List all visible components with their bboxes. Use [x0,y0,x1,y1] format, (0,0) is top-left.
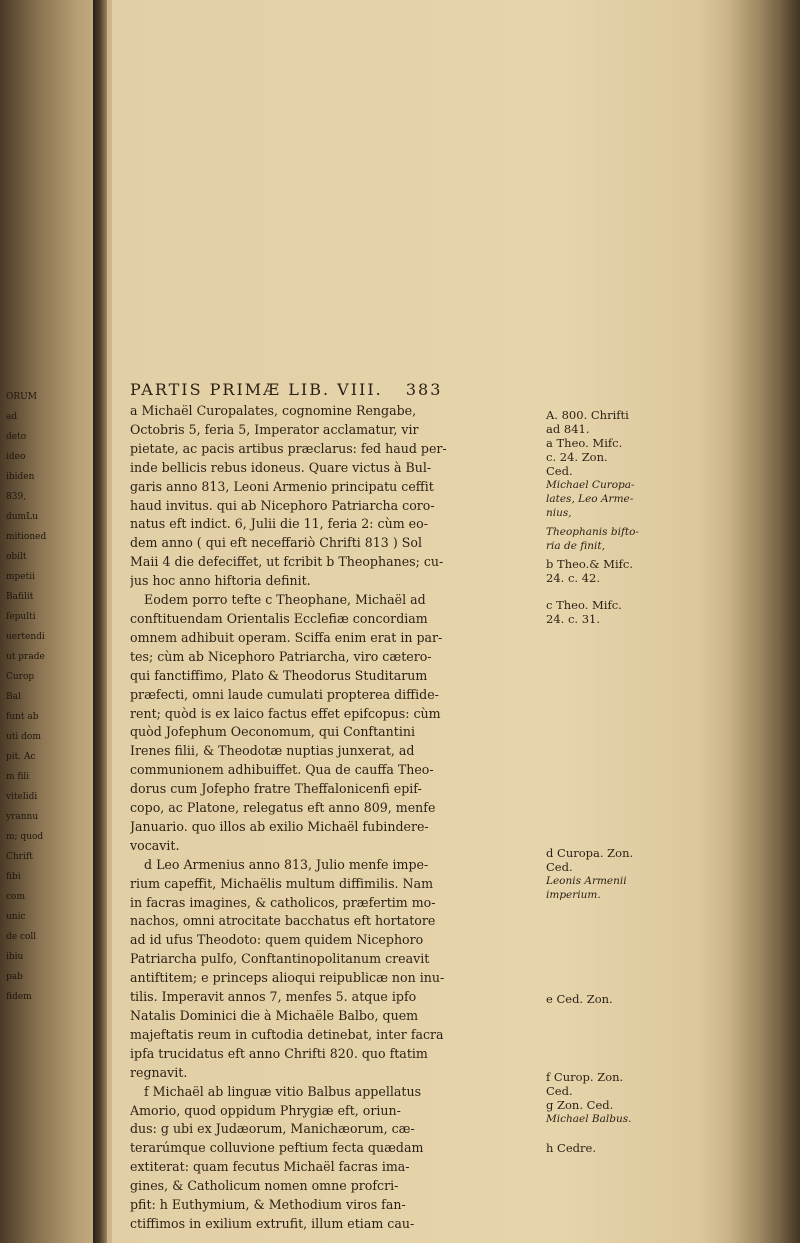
text-line: Maii 4 die defeciffet, ut fcribit b Theophanes; cu- [130,554,444,570]
gutter-fragment: ad [6,412,18,422]
gutter-fragment: uti dom [6,732,41,742]
text-line: Amorio, quod oppidum Phrygiæ eft, oriun- [130,1102,401,1118]
marginal-note [546,557,726,585]
marginal-note [546,992,726,1006]
gutter-fragment: pab [6,972,23,982]
marginal-note-line: b Theo.& Mifc. [546,557,633,571]
marginal-note-summary: Michael Balbus. [546,1113,632,1125]
marginal-note-line: f Curop. Zon. [546,1070,624,1084]
text-line: copo, ac Platone, relegatus eft anno 809, menfe [130,800,436,816]
marginal-note [546,598,726,626]
gutter-fragment: m fili [6,772,30,782]
book-spine-shadow [93,0,107,1243]
gutter-fragment: Curop [6,672,35,682]
text-line: rium capeffit, Michaëlis multum diffimilis. Nam [130,875,434,891]
gutter-fragment: ibiden [6,472,35,482]
gutter-fragment: pit. Ac [6,752,36,762]
marginal-note-line: Ced. [546,860,573,874]
text-line: Eodem porro tefte c Theophane, Michaël ad [144,592,426,608]
marginal-note [546,525,726,553]
text-line: tilis. Imperavit annos 7, menfes 5. atque ipfo [130,989,417,1005]
gutter-fragment: mitioned [6,532,47,542]
text-line: nachos, omni atrocitate bacchatus eft hortatore [130,913,436,929]
gutter-fragment: ut prade [6,652,45,662]
gutter-fragment: Bafilit [6,592,34,602]
gutter-fragment: unic [6,912,26,922]
text-line: omnem adhibuit operam. Sciffa enim erat in par- [130,629,443,645]
gutter-fragment: Bal [6,692,21,702]
gutter-fragment: Chrift [6,852,33,862]
gutter-fragment: uertendi [6,632,45,642]
marginal-note-summary: Theophanis bifto- [546,526,639,538]
marginal-note-line: A. 800. Chrifti [546,408,629,422]
text-line: dorus cum Jofepho fratre Theffalonicenfi epif- [130,781,422,797]
marginal-note-line: 24. c. 31. [546,612,600,626]
text-line: regnavit. [130,1064,188,1080]
gutter-fragment: yrannu [6,812,39,822]
text-line: Octobris 5, feria 5, Imperator acclamatur, vir [130,421,419,437]
text-line: Januario. quo illos ab exilio Michaël fubindere- [130,818,429,834]
text-line: garis anno 813, Leoni Armenio principatu ceffit [130,478,434,494]
marginal-note-summary: imperium. [546,889,601,901]
marginal-note-line: a Theo. Mifc. [546,436,623,450]
marginal-note-line: g Zon. Ced. [546,1098,614,1112]
text-line: præfecti, omni laude cumulati propterea diffide- [130,686,439,702]
marginal-note-summary: nius, [546,507,572,519]
text-line: Irenes filii, & Theodotæ nuptias junxerat, ad [130,743,415,759]
running-header [130,380,442,399]
text-line: pietate, ac pacis artibus præclarus: fed haud per- [130,440,447,456]
text-line: qui fanctiffimo, Plato & Theodorus Studitarum [130,667,428,683]
running-head-title: PARTIS PRIMÆ LIB. VIII. [130,380,383,399]
gutter-fragment: 839, [6,492,27,502]
gutter-fragment: ORUM [6,392,37,402]
gutter-fragment: fepulti [6,612,36,622]
marginal-note-line: 24. c. 42. [546,571,600,585]
marginal-note-summary: lates, Leo Arme- [546,493,634,505]
text-line: quòd Jofephum Oeconomum, qui Conftantini [130,724,416,740]
text-line: d Leo Armenius anno 813, Julio menfe impe- [144,856,429,872]
text-line: vocavit. [130,837,180,853]
gutter-fragment: mpetii [6,572,35,582]
marginal-note-line: ad 841. [546,422,590,436]
text-line: conftituendam Orientalis Ecclefiæ concordiam [130,610,428,626]
marginal-note-line: d Curopa. Zon. [546,846,634,860]
text-line: inde bellicis rebus idoneus. Quare victus à Bul- [130,459,432,475]
marginal-note [546,846,726,902]
marginal-note [546,1141,726,1155]
text-line: majeftatis reum in cuftodia detinebat, inter facra [130,1026,444,1042]
text-line: tes; cùm ab Nicephoro Patriarcha, viro cætero- [130,648,432,664]
text-line: pfit: h Euthymium, & Methodium viros fan- [130,1197,406,1213]
text-line: communionem adhibuiffet. Qua de cauffa Theo- [130,762,434,778]
text-line: ad id ufus Theodoto: quem quidem Nicephoro [130,932,424,948]
text-line: ipfa trucidatus eft anno Chrifti 820. quo ftatim [130,1045,428,1061]
gutter-fragment: funt ab [6,712,39,722]
marginal-note-line: Ced. [546,1084,573,1098]
marginal-note-line: c Theo. Mifc. [546,598,622,612]
text-line: jus hoc anno hiftoria definit. [130,573,311,589]
main-text-column [130,402,530,1234]
marginal-note-line: h Cedre. [546,1141,596,1155]
text-line: extiterat: quam fecutus Michaël facras ima- [130,1159,410,1175]
book-page [116,0,736,1243]
text-line: rent; quòd is ex laico factus effet epifcopus: cùm [130,705,441,721]
marginal-note-summary: Leonis Armenii [546,875,627,887]
text-line: antiftitem; e princeps alioqui reipublicæ non inu- [130,970,445,986]
marginal-note [546,408,726,520]
marginal-note [546,1070,726,1126]
marginal-note-summary: ria de finit, [546,540,605,552]
text-line: Natalis Dominici die à Michaële Balbo, quem [130,1008,419,1023]
gutter-fragment: deto [6,432,27,442]
gutter-fragment: ibiu [6,952,24,962]
gutter-fragment: com [6,892,25,902]
marginal-note-line: c. 24. Zon. [546,450,608,464]
gutter-fragment: m; quod [6,832,44,842]
gutter-fragment: vitelidi [6,792,38,802]
gutter-fragment: dumLu [6,512,38,522]
gutter-fragment: ideo [6,452,26,462]
page-number: 383 [405,380,443,399]
marginal-note-line: e Ced. Zon. [546,992,613,1006]
text-line: a Michaël Curopalates, cognomine Rengabe, [130,403,417,418]
text-line: natus eft indict. 6, Julii die 11, feria 2: cùm eo- [130,516,428,532]
text-line: in facras imagines, & catholicos, præfertim mo- [130,894,436,910]
gutter-fragment: de coll [6,932,37,942]
text-line: f Michaël ab linguæ vitio Balbus appellatus [144,1083,422,1099]
text-line: dus: g ubi ex Judæorum, Manichæorum, cæ- [130,1121,415,1137]
marginal-note-line: Ced. [546,464,573,478]
text-line: terarúmque colluvione peftium fecta quædam [130,1140,424,1156]
text-line: haud invitus. qui ab Nicephoro Patriarcha coro- [130,497,435,513]
page-curl-shadow [730,0,800,1243]
text-line: Patriarcha pulfo, Conftantinopolitanum creavit [130,951,430,967]
gutter-fragment: fibi [6,872,21,882]
gutter-fragment: obilt [6,552,27,562]
text-line: dem anno ( qui eft neceffariò Chrifti 813 ) Sol [130,535,422,551]
text-line: ctiffimos in exilium extrufit, illum etiam cau- [130,1215,415,1231]
text-line: gines, & Catholicum nomen omne profcri- [130,1178,399,1194]
gutter-fragment: fidem [6,992,32,1002]
marginal-note-summary: Michael Curopa- [546,479,635,491]
